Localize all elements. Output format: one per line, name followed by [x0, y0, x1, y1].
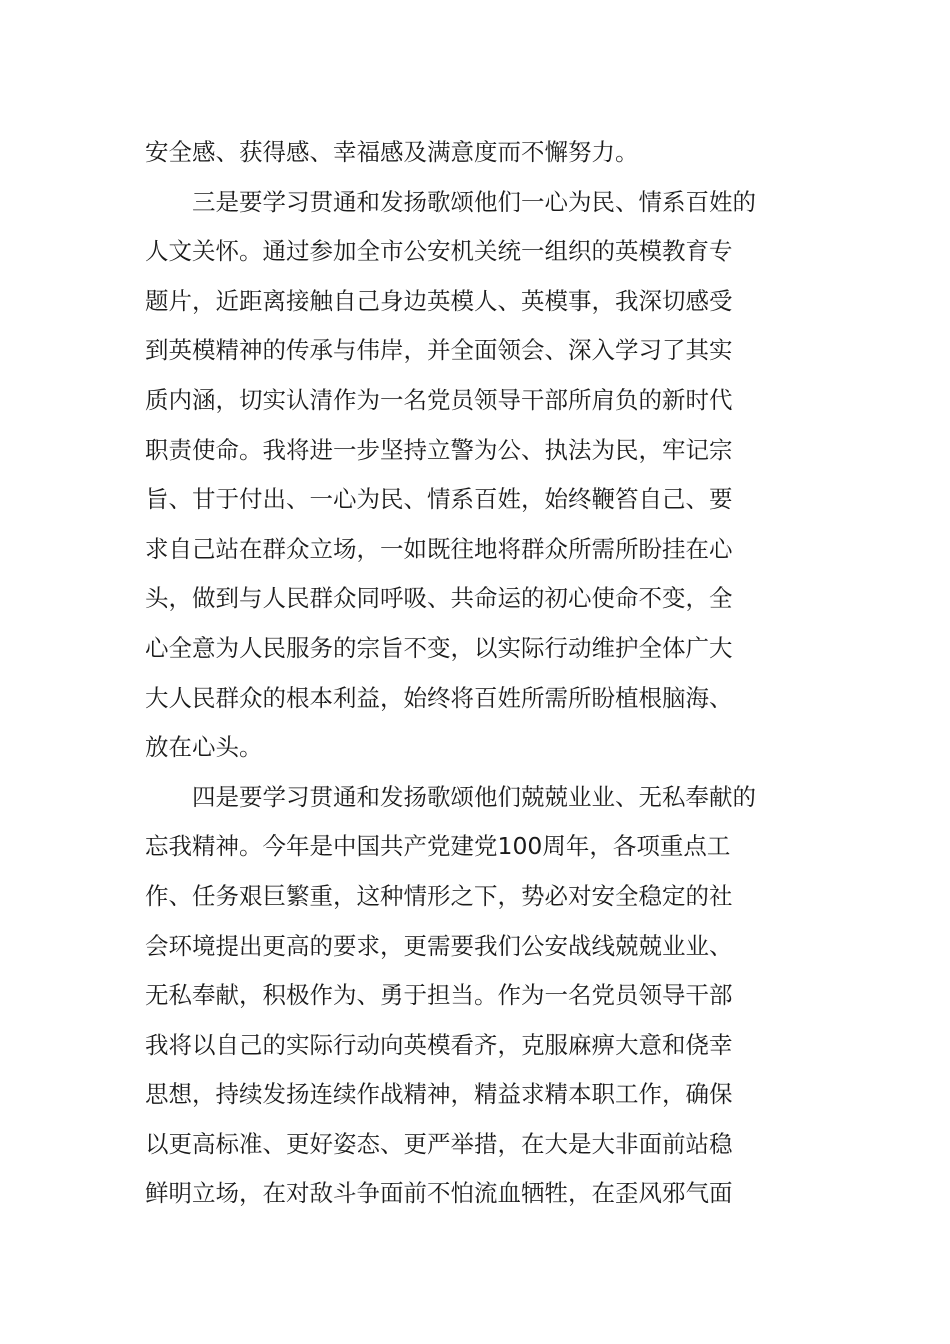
text-line: 心全意为人民服务的宗旨不变，以实际行动维护全体广大: [145, 633, 733, 662]
paragraph-4-first-line: 四是要学习贯通和发扬歌颂他们兢兢业业、无私奉献的: [192, 782, 756, 811]
text-line: 到英模精神的传承与伟岸，并全面领会、深入学习了其实: [145, 336, 733, 365]
text-line: 旨、甘于付出、一心为民、情系百姓，始终鞭笞自己、要: [145, 485, 733, 514]
text-line: 安全感、获得感、幸福感及满意度而不懈努力。: [145, 138, 639, 166]
text-line: 质内涵，切实认清作为一名党员领导干部所肩负的新时代: [145, 385, 733, 414]
text-line: 鲜明立场，在对敌斗争面前不怕流血牺牲，在歪风邪气面: [145, 1179, 733, 1208]
text-line: 职责使命。我将进一步坚持立警为公、执法为民，牢记宗: [145, 435, 733, 464]
text-line: 题片，近距离接触自己身边英模人、英模事，我深切感受: [145, 286, 733, 315]
text-line: 无私奉献，积极作为、勇于担当。作为一名党员领导干部: [145, 981, 733, 1010]
text-line: 求自己站在群众立场，一如既往地将群众所需所盼挂在心: [145, 534, 733, 563]
text-line: 大人民群众的根本利益，始终将百姓所需所盼植根脑海、: [145, 683, 733, 712]
text-line: 作、任务艰巨繁重，这种情形之下，势必对安全稳定的社: [145, 881, 733, 910]
document-body: [145, 128, 815, 1219]
text-line: 会环境提出更高的要求，更需要我们公安战线兢兢业业、: [145, 931, 733, 960]
text-line: 放在心头。: [145, 733, 263, 762]
text-line: 以更高标准、更好姿态、更严举措，在大是大非面前站稳: [145, 1129, 733, 1158]
text-line: 我将以自己的实际行动向英模看齐，克服麻痹大意和侥幸: [145, 1030, 733, 1059]
text-line: 人文关怀。通过参加全市公安机关统一组织的英模教育专: [145, 237, 733, 266]
text-line: 头，做到与人民群众同呼吸、共命运的初心使命不变，全: [145, 584, 733, 613]
paragraph-3-first-line: 三是要学习贯通和发扬歌颂他们一心为民、情系百姓的: [192, 187, 756, 216]
text-line: 忘我精神。今年是中国共产党建党100周年，各项重点工: [145, 832, 731, 861]
text-line: 思想，持续发扬连续作战精神，精益求精本职工作，确保: [145, 1080, 733, 1109]
